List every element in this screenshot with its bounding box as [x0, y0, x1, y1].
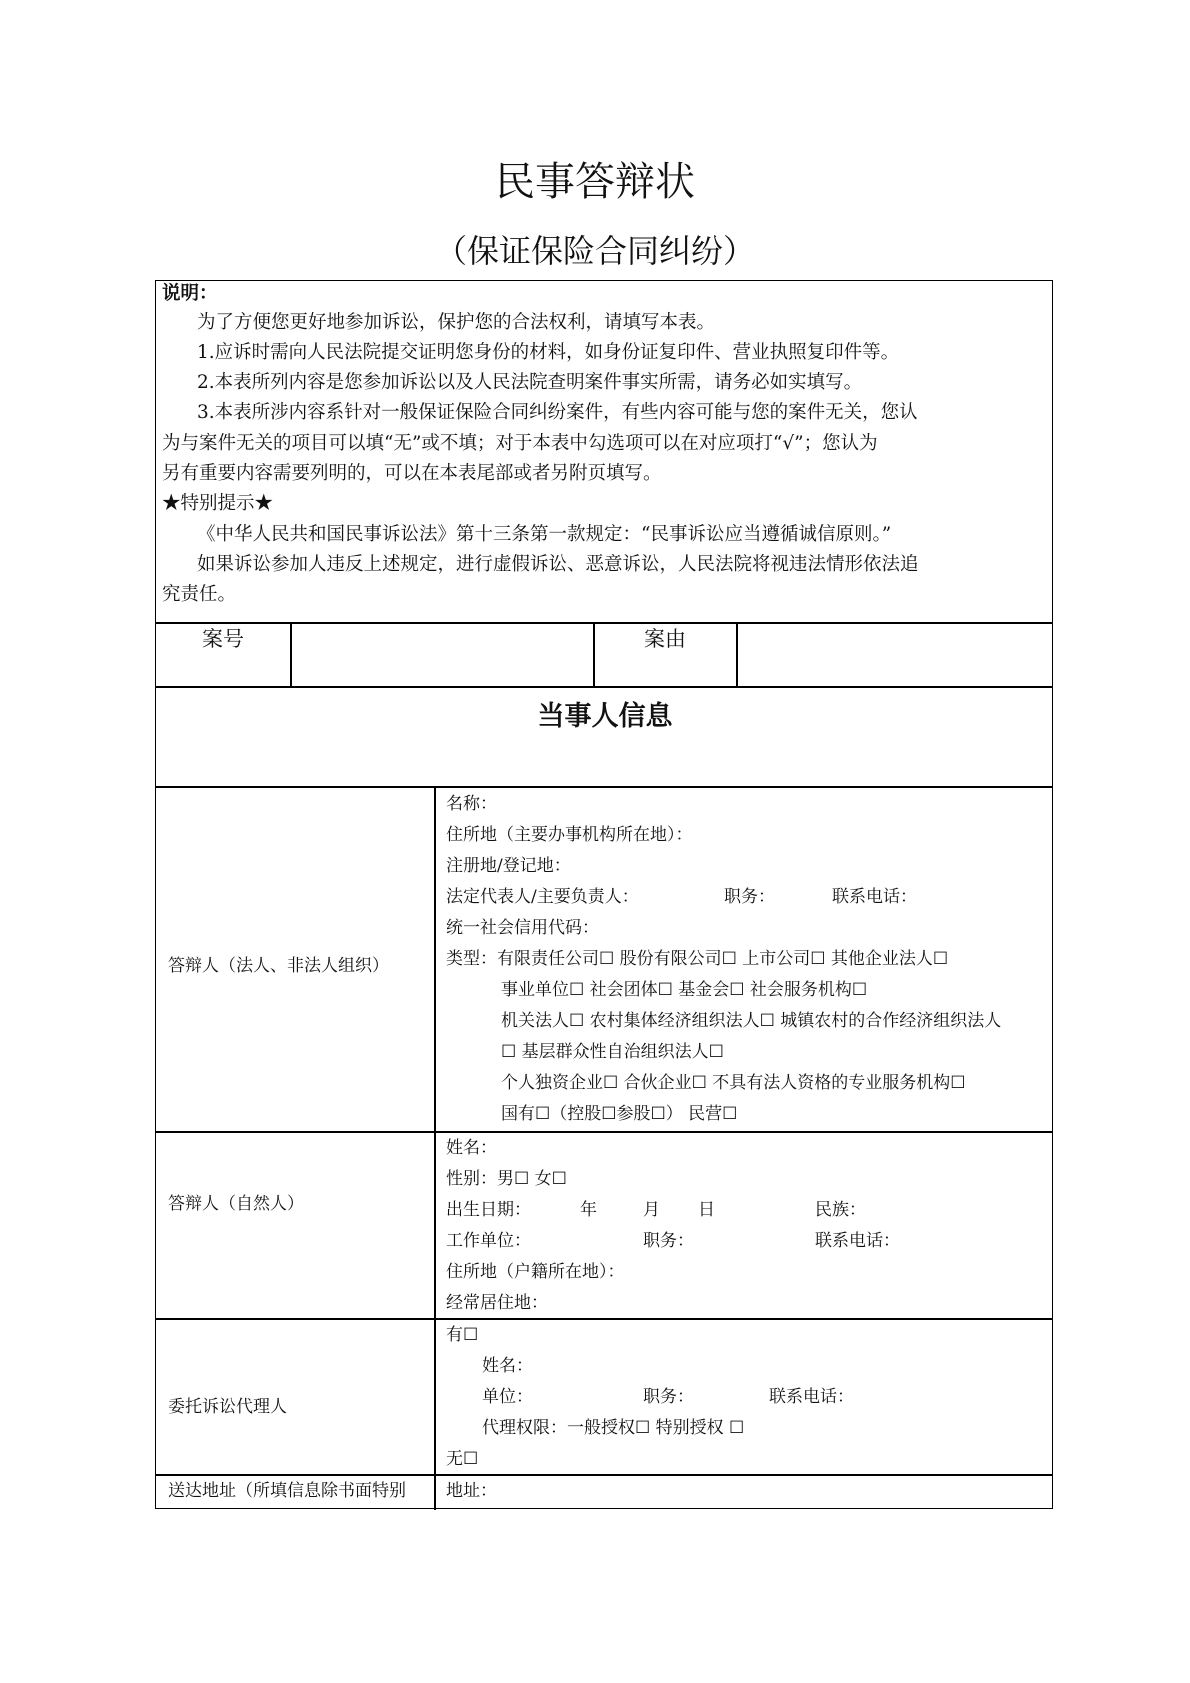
lp-type-line-3[interactable]: 机关法人☐ 农村集体经济组织法人☐ 城镇农村的合作经济组织法人: [501, 1011, 1002, 1031]
rule-agent-bottom: [156, 1474, 1052, 1476]
np-residence-field[interactable]: 经常居住地：: [446, 1293, 548, 1313]
notes-item-3-line-1: 3.本表所涉内容系针对一般保证保险合同纠纷案件，有些内容可能与您的案件无关，您认: [197, 402, 918, 423]
agent-phone-field[interactable]: 联系电话：: [769, 1387, 854, 1407]
notes-heading: 说明：: [162, 283, 218, 304]
agent-name-field[interactable]: 姓名：: [482, 1356, 533, 1376]
lp-rep-field[interactable]: 法定代表人/主要负责人：: [446, 887, 639, 907]
np-birth-year: 年: [580, 1200, 597, 1220]
rule-party-col: [434, 787, 436, 1510]
answer-form-table: [155, 280, 1053, 1509]
lp-name-field[interactable]: 名称：: [446, 794, 497, 814]
warning-line-2: 究责任。: [162, 584, 237, 605]
rule-section-bottom: [156, 786, 1052, 788]
warning-line-1: 如果诉讼参加人违反上述规定，进行虚假诉讼、恶意诉讼，人民法院将视违法情形依法追: [197, 554, 919, 575]
agent-none-checkbox[interactable]: 无☐: [446, 1449, 479, 1469]
lp-reg-place-field[interactable]: 注册地/登记地：: [446, 856, 571, 876]
lp-type-line-2[interactable]: 事业单位☐ 社会团体☐ 基金会☐ 社会服务机构☐: [501, 980, 868, 1000]
np-position-field[interactable]: 职务：: [643, 1231, 694, 1251]
np-birth-label[interactable]: 出生日期：: [446, 1200, 531, 1220]
lp-type-line-5[interactable]: 个人独资企业☐ 合伙企业☐ 不具有法人资格的专业服务机构☐: [501, 1073, 966, 1093]
lp-rep-phone-field[interactable]: 联系电话：: [832, 887, 917, 907]
lp-rep-position-field[interactable]: 职务：: [724, 887, 775, 907]
document-title: 民事答辩状: [495, 159, 695, 205]
agent-position-field[interactable]: 职务：: [643, 1387, 694, 1407]
natural-person-label: 答辩人（自然人）: [168, 1194, 304, 1214]
section-title: 当事人信息: [537, 701, 673, 732]
lp-credit-code-field[interactable]: 统一社会信用代码：: [446, 918, 599, 938]
cause-label: 案由: [644, 627, 686, 651]
np-phone-field[interactable]: 联系电话：: [815, 1231, 900, 1251]
np-gender-field[interactable]: 性别：男☐ 女☐: [446, 1169, 567, 1189]
lp-domicile-field[interactable]: 住所地（主要办事机构所在地）：: [446, 825, 693, 845]
agent-authority-field[interactable]: 代理权限：一般授权☐ 特别授权 ☐: [482, 1418, 745, 1438]
np-domicile-field[interactable]: 住所地（户籍所在地）：: [446, 1262, 625, 1282]
rule-case-bottom: [156, 686, 1052, 688]
case-number-label: 案号: [202, 627, 244, 651]
lp-type-line-1[interactable]: 类型：有限责任公司☐ 股份有限公司☐ 上市公司☐ 其他企业法人☐: [446, 949, 949, 969]
service-address-label: 送达地址（所填信息除书面特别: [168, 1481, 406, 1501]
notes-item-3-line-3: 另有重要内容需要列明的，可以在本表尾部或者另附页填写。: [162, 463, 662, 484]
agent-unit-field[interactable]: 单位：: [482, 1387, 533, 1407]
notes-intro: 为了方便您更好地参加诉讼，保护您的合法权利，请填写本表。: [197, 312, 716, 333]
case-number-field[interactable]: [292, 624, 592, 685]
np-name-field[interactable]: 姓名：: [446, 1138, 497, 1158]
np-birth-month: 月: [643, 1200, 660, 1220]
np-work-unit-field[interactable]: 工作单位：: [446, 1231, 531, 1251]
service-address-field[interactable]: 地址：: [446, 1481, 497, 1501]
agent-label: 委托诉讼代理人: [168, 1397, 287, 1417]
lp-type-line-6[interactable]: 国有☐（控股☐参股☐） 民营☐: [501, 1104, 738, 1124]
cause-field[interactable]: [738, 624, 1052, 685]
lp-type-line-4[interactable]: ☐ 基层群众性自治组织法人☐: [501, 1042, 724, 1062]
special-notice-heading: ★特别提示★: [162, 493, 274, 514]
notes-item-2: 2.本表所列内容是您参加诉讼以及人民法院查明案件事实所需，请务必如实填写。: [197, 372, 863, 393]
notes-item-3-line-2: 为与案件无关的项目可以填“无”或不填；对于本表中勾选项可以在对应项打“√”；您认为: [162, 433, 878, 454]
document-subtitle: （保证保险合同纠纷）: [434, 232, 755, 270]
rule-legal-person-bottom: [156, 1131, 1052, 1133]
agent-has-checkbox[interactable]: 有☐: [446, 1325, 479, 1345]
np-birth-day: 日: [698, 1200, 715, 1220]
notes-item-1: 1.应诉时需向人民法院提交证明您身份的材料，如身份证复印件、营业执照复印件等。: [197, 342, 900, 363]
np-ethnicity-field[interactable]: 民族：: [815, 1200, 866, 1220]
legal-person-label: 答辩人（法人、非法人组织）: [168, 956, 389, 976]
rule-natural-person-bottom: [156, 1318, 1052, 1320]
law-quote: 《中华人民共和国民事诉讼法》第十三条第一款规定：“民事诉讼应当遵循诚信原则。”: [197, 524, 892, 545]
